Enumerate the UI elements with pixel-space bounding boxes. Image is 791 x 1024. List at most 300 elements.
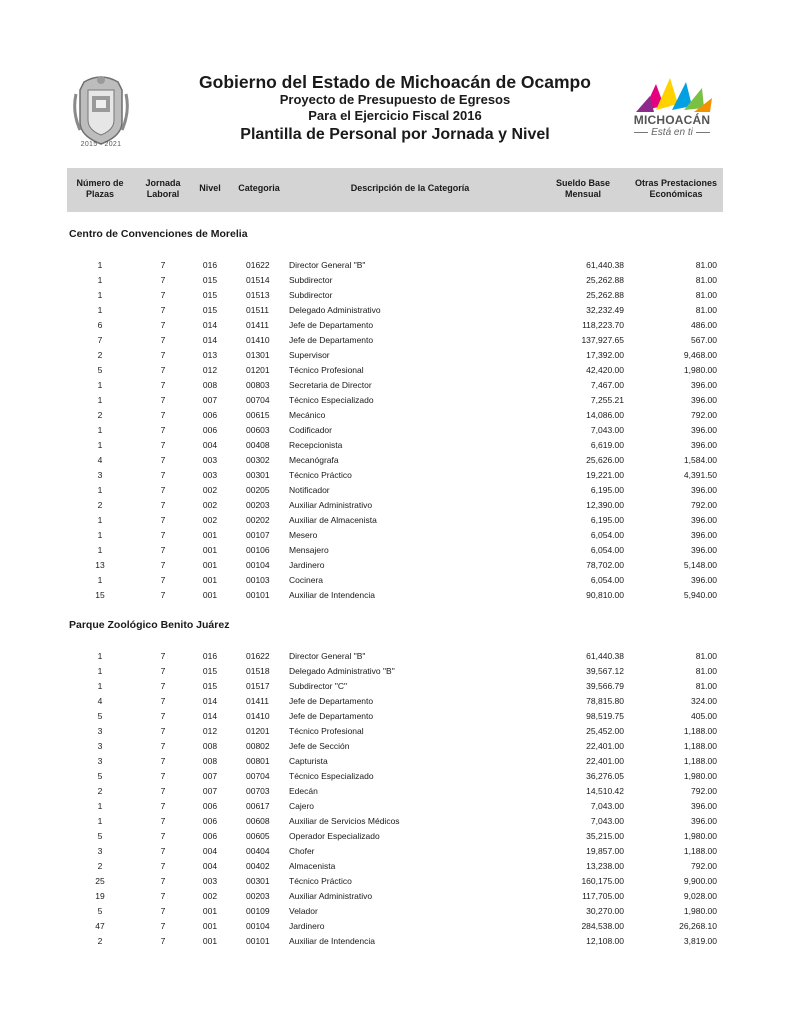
table-row [0, 543, 791, 558]
cell-plazas: 1 [97, 395, 103, 405]
cell-jornada: 7 [160, 590, 166, 600]
cell-plazas: 13 [95, 560, 105, 570]
col-jornada-line2: Laboral [146, 189, 180, 199]
cell-sueldo: 19,221.00 [586, 470, 624, 480]
cell-sueldo: 7,255.21 [590, 395, 624, 405]
cell-plazas: 5 [97, 906, 103, 916]
cell-plazas: 1 [97, 440, 103, 450]
cell-descripcion: Subdirector [289, 275, 333, 285]
cell-plazas: 4 [97, 455, 103, 465]
col-otras [628, 178, 724, 200]
cell-otras: 81.00 [695, 681, 717, 691]
cell-jornada: 7 [160, 861, 166, 871]
cell-otras: 396.00 [691, 380, 717, 390]
cell-descripcion: Subdirector "C" [289, 681, 348, 691]
cell-descripcion: Director General "B" [289, 651, 366, 661]
cell-otras: 396.00 [691, 395, 717, 405]
cell-otras: 81.00 [695, 275, 717, 285]
cell-otras: 1,980.00 [683, 831, 717, 841]
cell-descripcion: Jefe de Departamento [289, 320, 374, 330]
cell-nivel: 016 [202, 651, 218, 661]
cell-categoria: 00203 [246, 500, 270, 510]
cell-descripcion: Técnico Especializado [289, 395, 374, 405]
cell-nivel: 004 [202, 846, 218, 856]
cell-jornada: 7 [160, 696, 166, 706]
cell-categoria: 01411 [246, 320, 270, 330]
table-row [0, 664, 791, 679]
cell-categoria: 00104 [246, 921, 270, 931]
cell-sueldo: 160,175.00 [581, 876, 624, 886]
cell-sueldo: 7,467.00 [590, 380, 624, 390]
cell-nivel: 002 [202, 891, 218, 901]
cell-nivel: 015 [202, 275, 218, 285]
cell-jornada: 7 [160, 260, 166, 270]
cell-otras: 396.00 [691, 440, 717, 450]
cell-otras: 396.00 [691, 425, 717, 435]
page-title: Gobierno del Estado de Michoacán de Ocampo [199, 72, 591, 92]
cell-nivel: 001 [202, 936, 218, 946]
cell-nivel: 002 [202, 485, 218, 495]
col-nivel: Nivel [199, 183, 221, 193]
table-row [0, 333, 791, 348]
cell-plazas: 1 [97, 305, 103, 315]
page-subtitle-budget: Proyecto de Presupuesto de Egresos [279, 92, 511, 107]
cell-plazas: 19 [95, 891, 105, 901]
cell-otras: 81.00 [695, 666, 717, 676]
table-row [0, 904, 791, 919]
cell-nivel: 003 [202, 455, 218, 465]
cell-nivel: 001 [202, 590, 218, 600]
cell-sueldo: 137,927.65 [581, 335, 624, 345]
cell-categoria: 01411 [246, 696, 270, 706]
cell-nivel: 008 [202, 756, 218, 766]
table-row [0, 649, 791, 664]
cell-sueldo: 117,705.00 [582, 891, 624, 901]
cell-categoria: 00203 [246, 891, 270, 901]
table-row [0, 874, 791, 889]
cell-descripcion: Mensajero [289, 545, 329, 555]
cell-otras: 792.00 [691, 786, 717, 796]
cell-jornada: 7 [160, 395, 166, 405]
cell-otras: 405.00 [691, 711, 717, 721]
cell-sueldo: 19,857.00 [586, 846, 624, 856]
cell-plazas: 15 [95, 590, 105, 600]
cell-nivel: 015 [202, 666, 218, 676]
cell-categoria: 01622 [246, 651, 270, 661]
cell-descripcion: Jardinero [289, 921, 325, 931]
cell-descripcion: Supervisor [289, 350, 330, 360]
cell-descripcion: Auxiliar de Almacenista [289, 515, 377, 525]
table-row [0, 709, 791, 724]
cell-jornada: 7 [160, 831, 166, 841]
cell-categoria: 01511 [246, 305, 270, 315]
cell-plazas: 1 [97, 425, 103, 435]
cell-categoria: 01518 [246, 666, 270, 676]
cell-sueldo: 61,440.38 [586, 260, 624, 270]
section-title: Parque Zoológico Benito Juárez [69, 619, 230, 631]
col-otras-line1: Otras Prestaciones [634, 178, 718, 188]
cell-categoria: 00402 [246, 861, 270, 871]
table-row [0, 303, 791, 318]
cell-descripcion: Técnico Práctico [289, 470, 352, 480]
cell-categoria: 00205 [246, 485, 270, 495]
cell-otras: 396.00 [691, 485, 717, 495]
cell-nivel: 006 [202, 816, 218, 826]
logo-tagline: Está en ti [620, 127, 724, 138]
cell-categoria: 00107 [246, 530, 270, 540]
cell-descripcion: Técnico Práctico [289, 876, 352, 886]
cell-categoria: 00617 [246, 801, 270, 811]
cell-categoria: 01517 [246, 681, 270, 691]
table-row [0, 588, 791, 603]
cell-plazas: 2 [97, 350, 103, 360]
logo-wordmark: MICHOACÁN [633, 113, 711, 127]
cell-plazas: 7 [97, 335, 103, 345]
cell-jornada: 7 [160, 666, 166, 676]
cell-plazas: 1 [97, 515, 103, 525]
cell-jornada: 7 [160, 425, 166, 435]
cell-descripcion: Jefe de Departamento [289, 335, 374, 345]
cell-otras: 1,188.00 [683, 726, 717, 736]
cell-plazas: 6 [97, 320, 103, 330]
table-row [0, 363, 791, 378]
col-jornada [136, 178, 190, 200]
cell-descripcion: Chofer [289, 846, 315, 856]
cell-nivel: 002 [202, 515, 218, 525]
cell-jornada: 7 [160, 305, 166, 315]
cell-jornada: 7 [160, 470, 166, 480]
cell-plazas: 1 [97, 380, 103, 390]
table-row [0, 814, 791, 829]
cell-descripcion: Delegado Administrativo "B" [289, 666, 395, 676]
cell-jornada: 7 [160, 530, 166, 540]
table-row [0, 393, 791, 408]
table-row [0, 724, 791, 739]
cell-plazas: 47 [95, 921, 105, 931]
cell-plazas: 1 [97, 545, 103, 555]
col-descripcion: Descripción de la Categoría [350, 183, 470, 193]
table-row [0, 408, 791, 423]
table-row [0, 288, 791, 303]
table-row [0, 769, 791, 784]
col-sueldo-line2: Mensual [564, 189, 601, 199]
cell-descripcion: Recepcionista [289, 440, 343, 450]
table-row [0, 318, 791, 333]
col-otras-line2: Económicas [649, 189, 703, 199]
cell-otras: 792.00 [691, 410, 717, 420]
cell-descripcion: Jardinero [289, 560, 325, 570]
cell-nivel: 003 [202, 876, 218, 886]
cell-categoria: 00408 [246, 440, 270, 450]
section-title: Centro de Convenciones de Morelia [69, 228, 248, 240]
cell-sueldo: 61,440.38 [586, 651, 624, 661]
cell-categoria: 00106 [246, 545, 270, 555]
cell-sueldo: 39,566.79 [586, 681, 624, 691]
cell-otras: 1,188.00 [683, 741, 717, 751]
cell-categoria: 01201 [246, 365, 270, 375]
cell-descripcion: Cajero [289, 801, 315, 811]
cell-jornada: 7 [160, 921, 166, 931]
cell-sueldo: 6,195.00 [590, 485, 624, 495]
cell-sueldo: 6,054.00 [590, 575, 624, 585]
cell-otras: 9,900.00 [683, 876, 717, 886]
cell-sueldo: 35,215.00 [586, 831, 624, 841]
table-row [0, 483, 791, 498]
col-sueldo-line1: Sueldo Base [555, 178, 611, 188]
cell-nivel: 014 [202, 696, 218, 706]
cell-descripcion: Edecán [289, 786, 318, 796]
cell-plazas: 1 [97, 275, 103, 285]
col-categoria: Categoria [238, 183, 280, 193]
cell-sueldo: 32,232.49 [586, 305, 624, 315]
cell-nivel: 012 [202, 365, 218, 375]
table-row [0, 513, 791, 528]
cell-jornada: 7 [160, 711, 166, 721]
cell-sueldo: 6,619.00 [590, 440, 624, 450]
cell-sueldo: 118,223.70 [582, 320, 624, 330]
cell-sueldo: 6,054.00 [590, 545, 624, 555]
table-row [0, 799, 791, 814]
cell-nivel: 001 [202, 921, 218, 931]
cell-sueldo: 7,043.00 [590, 816, 624, 826]
cell-plazas: 5 [97, 711, 103, 721]
cell-descripcion: Auxiliar Administrativo [289, 500, 373, 510]
cell-categoria: 01514 [246, 275, 270, 285]
cell-nivel: 013 [202, 350, 218, 360]
cell-plazas: 1 [97, 260, 103, 270]
cell-nivel: 007 [202, 786, 218, 796]
cell-otras: 567.00 [691, 335, 717, 345]
cell-jornada: 7 [160, 365, 166, 375]
cell-otras: 396.00 [691, 801, 717, 811]
cell-jornada: 7 [160, 545, 166, 555]
cell-categoria: 00704 [246, 771, 270, 781]
cell-categoria: 01410 [246, 711, 270, 721]
cell-categoria: 01201 [246, 726, 270, 736]
cell-plazas: 2 [97, 861, 103, 871]
cell-descripcion: Técnico Especializado [289, 771, 374, 781]
cell-nivel: 015 [202, 681, 218, 691]
cell-sueldo: 98,519.75 [586, 711, 624, 721]
cell-plazas: 1 [97, 485, 103, 495]
cell-plazas: 25 [95, 876, 105, 886]
cell-nivel: 001 [202, 530, 218, 540]
cell-otras: 792.00 [691, 861, 717, 871]
cell-otras: 9,468.00 [683, 350, 717, 360]
table-row [0, 859, 791, 874]
table-row [0, 258, 791, 273]
cell-sueldo: 25,626.00 [586, 455, 624, 465]
cell-nivel: 016 [202, 260, 218, 270]
col-plazas-line2: Plazas [85, 189, 115, 199]
cell-nivel: 001 [202, 575, 218, 585]
table-row [0, 438, 791, 453]
cell-sueldo: 78,815.80 [586, 696, 624, 706]
cell-plazas: 5 [97, 831, 103, 841]
cell-descripcion: Velador [289, 906, 318, 916]
cell-plazas: 1 [97, 681, 103, 691]
cell-categoria: 01301 [246, 350, 270, 360]
table-row [0, 739, 791, 754]
cell-sueldo: 22,401.00 [586, 741, 624, 751]
cell-sueldo: 7,043.00 [590, 801, 624, 811]
cell-otras: 3,819.00 [683, 936, 717, 946]
cell-jornada: 7 [160, 726, 166, 736]
col-jornada-line1: Jornada [145, 178, 181, 188]
cell-descripcion: Operador Especializado [289, 831, 380, 841]
cell-otras: 4,391.50 [683, 470, 717, 480]
cell-sueldo: 25,452.00 [586, 726, 624, 736]
table-row [0, 754, 791, 769]
cell-categoria: 00704 [246, 395, 270, 405]
cell-categoria: 00103 [246, 575, 270, 585]
cell-plazas: 1 [97, 530, 103, 540]
cell-jornada: 7 [160, 275, 166, 285]
col-plazas [68, 178, 132, 200]
cell-descripcion: Director General "B" [289, 260, 366, 270]
cell-jornada: 7 [160, 515, 166, 525]
cell-sueldo: 6,054.00 [590, 530, 624, 540]
cell-otras: 1,584.00 [683, 455, 717, 465]
cell-descripcion: Secretaria de Director [289, 380, 372, 390]
cell-jornada: 7 [160, 846, 166, 856]
cell-categoria: 00101 [246, 936, 270, 946]
cell-otras: 81.00 [695, 290, 717, 300]
table-row [0, 694, 791, 709]
cell-otras: 396.00 [691, 530, 717, 540]
cell-nivel: 012 [202, 726, 218, 736]
cell-descripcion: Notificador [289, 485, 330, 495]
cell-plazas: 2 [97, 500, 103, 510]
cell-sueldo: 284,538.00 [581, 921, 624, 931]
cell-descripcion: Técnico Profesional [289, 726, 364, 736]
cell-sueldo: 14,086.00 [586, 410, 624, 420]
cell-sueldo: 90,810.00 [586, 590, 624, 600]
cell-jornada: 7 [160, 380, 166, 390]
header-titles [160, 72, 630, 145]
cell-jornada: 7 [160, 320, 166, 330]
cell-categoria: 00605 [246, 831, 270, 841]
seal-years: 2015 - 2021 [80, 141, 122, 148]
cell-descripcion: Jefe de Sección [289, 741, 350, 751]
table-row [0, 934, 791, 949]
cell-otras: 5,148.00 [683, 560, 717, 570]
cell-jornada: 7 [160, 575, 166, 585]
cell-nivel: 014 [202, 711, 218, 721]
table-row [0, 844, 791, 859]
cell-plazas: 2 [97, 936, 103, 946]
cell-nivel: 014 [202, 320, 218, 330]
cell-sueldo: 17,392.00 [586, 350, 624, 360]
cell-nivel: 003 [202, 470, 218, 480]
cell-categoria: 01513 [246, 290, 270, 300]
cell-sueldo: 14,510.42 [586, 786, 624, 796]
cell-descripcion: Delegado Administrativo [289, 305, 381, 315]
cell-otras: 81.00 [695, 305, 717, 315]
cell-descripcion: Auxiliar Administrativo [289, 891, 373, 901]
cell-otras: 1,188.00 [683, 846, 717, 856]
cell-otras: 1,980.00 [683, 365, 717, 375]
cell-sueldo: 39,567.12 [586, 666, 624, 676]
table-row [0, 889, 791, 904]
cell-descripcion: Auxiliar de Servicios Médicos [289, 816, 400, 826]
cell-plazas: 3 [97, 470, 103, 480]
cell-nivel: 004 [202, 440, 218, 450]
cell-descripcion: Auxiliar de Intendencia [289, 590, 376, 600]
cell-plazas: 3 [97, 846, 103, 856]
cell-sueldo: 12,108.00 [586, 936, 624, 946]
cell-nivel: 007 [202, 771, 218, 781]
cell-jornada: 7 [160, 500, 166, 510]
cell-plazas: 4 [97, 696, 103, 706]
page-subtitle-staff-plan: Plantilla de Personal por Jornada y Nivel [240, 126, 550, 143]
cell-jornada: 7 [160, 350, 166, 360]
cell-nivel: 006 [202, 410, 218, 420]
cell-descripcion: Almacenista [289, 861, 336, 871]
cell-jornada: 7 [160, 756, 166, 766]
cell-plazas: 3 [97, 741, 103, 751]
cell-otras: 81.00 [695, 651, 717, 661]
cell-jornada: 7 [160, 560, 166, 570]
cell-categoria: 00101 [246, 590, 270, 600]
cell-nivel: 008 [202, 380, 218, 390]
cell-categoria: 00703 [246, 786, 270, 796]
cell-nivel: 001 [202, 545, 218, 555]
cell-jornada: 7 [160, 410, 166, 420]
cell-sueldo: 78,702.00 [586, 560, 624, 570]
cell-jornada: 7 [160, 771, 166, 781]
cell-jornada: 7 [160, 741, 166, 751]
cell-plazas: 1 [97, 666, 103, 676]
table-row [0, 919, 791, 934]
cell-descripcion: Mecánico [289, 410, 326, 420]
cell-plazas: 1 [97, 575, 103, 585]
cell-plazas: 3 [97, 726, 103, 736]
table-row [0, 423, 791, 438]
cell-sueldo: 7,043.00 [590, 425, 624, 435]
table-row [0, 273, 791, 288]
cell-sueldo: 22,401.00 [586, 756, 624, 766]
cell-sueldo: 25,262.88 [586, 275, 624, 285]
cell-categoria: 00301 [246, 470, 270, 480]
cell-nivel: 015 [202, 305, 218, 315]
cell-otras: 5,940.00 [683, 590, 717, 600]
cell-categoria: 00801 [246, 756, 270, 766]
cell-descripcion: Jefe de Departamento [289, 696, 374, 706]
cell-jornada: 7 [160, 681, 166, 691]
cell-jornada: 7 [160, 455, 166, 465]
cell-descripcion: Codificador [289, 425, 332, 435]
cell-nivel: 001 [202, 560, 218, 570]
cell-jornada: 7 [160, 876, 166, 886]
cell-sueldo: 36,276.05 [586, 771, 624, 781]
cell-sueldo: 12,390.00 [586, 500, 624, 510]
cell-jornada: 7 [160, 801, 166, 811]
cell-otras: 792.00 [691, 500, 717, 510]
cell-jornada: 7 [160, 816, 166, 826]
col-plazas-line1: Número de [76, 178, 124, 188]
cell-plazas: 5 [97, 771, 103, 781]
cell-otras: 324.00 [691, 696, 717, 706]
cell-otras: 396.00 [691, 515, 717, 525]
cell-otras: 486.00 [691, 320, 717, 330]
cell-otras: 396.00 [691, 816, 717, 826]
cell-sueldo: 42,420.00 [586, 365, 624, 375]
cell-otras: 1,980.00 [683, 771, 717, 781]
cell-nivel: 008 [202, 741, 218, 751]
cell-categoria: 00302 [246, 455, 270, 465]
cell-descripcion: Subdirector [289, 290, 333, 300]
